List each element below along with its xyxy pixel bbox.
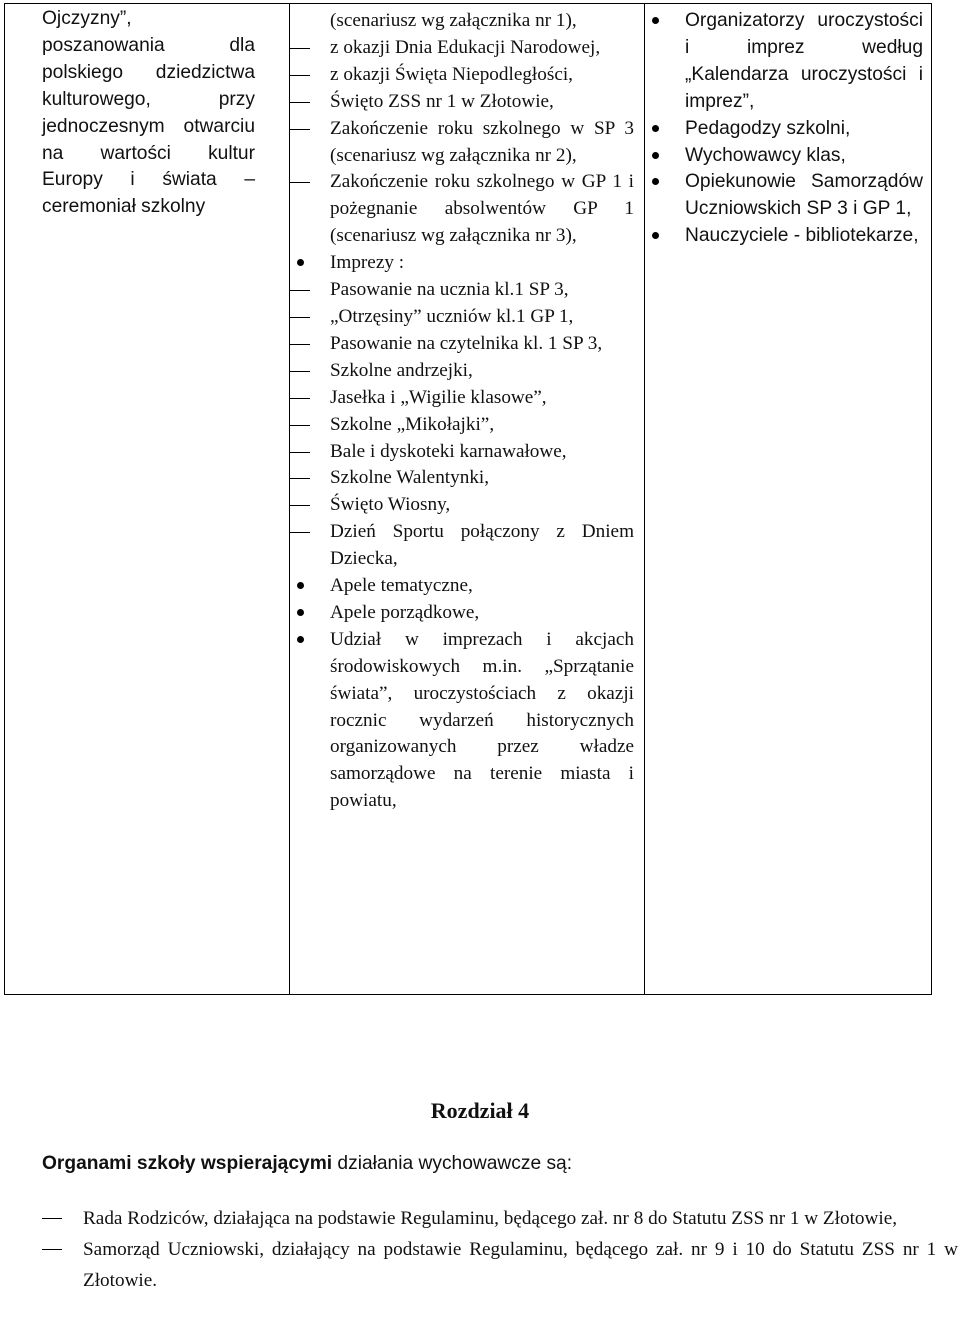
list-item <box>290 385 634 412</box>
list-item <box>290 331 634 358</box>
goal-text: Ojczyzny”, poszanowania dla polskiego dziedzictwa kulturowego, przy jednoczesnym otwarciu na wartości kultur Europy i świata – ceremoniał szkolny <box>42 8 255 218</box>
list-item-text: Imprezy : <box>330 252 405 274</box>
list-item-text: „Otrzęsiny” uczniów kl.1 GP 1, <box>330 305 574 327</box>
list-item-text: Jasełka i „Wigilie klasowe”, <box>330 386 547 408</box>
list-item <box>290 412 634 439</box>
list-item-text: (scenariusz wg załącznika nr 1), <box>330 10 577 31</box>
list-item-text: Pasowanie na ucznia kl.1 SP 3, <box>330 279 569 301</box>
dash-marker <box>42 1249 62 1250</box>
list-item-text: Dzień Sportu połączony z Dniem Dziecka, <box>330 521 634 570</box>
list-item <box>290 627 634 815</box>
list-item-text: Nauczyciele - bibliotekarze, <box>685 225 919 247</box>
intro-rest: działania wychowawcze są: <box>332 1153 573 1174</box>
dash-marker <box>290 344 310 345</box>
list-item <box>290 519 634 573</box>
list-item <box>645 223 923 250</box>
list-item-text: Bale i dyskoteki karnawałowe, <box>330 440 567 462</box>
list-item-text: Organizatorzy uroczystości i imprez według „Kalendarza uroczystości i imprez”, <box>685 10 923 112</box>
list-item-text: Udział w imprezach i akcjach środowiskowych m.in. „Sprzątanie świata”, uroczystościach z okazji rocznic wydarzeń historycznych organizowanych przez władze samorządowe na terenie miasta i powiatu, <box>330 628 634 812</box>
list-item <box>290 62 634 89</box>
dash-marker <box>290 452 310 453</box>
list-item <box>290 277 634 304</box>
list-item <box>645 116 923 143</box>
list-item <box>290 492 634 519</box>
bullet-marker <box>652 232 659 239</box>
list-item-text: Wychowawcy klas, <box>685 144 846 166</box>
list-item-text: z okazji Święta Niepodległości, <box>330 63 573 85</box>
list-item <box>645 143 923 170</box>
dash-marker <box>290 532 310 533</box>
chapter-intro <box>42 1153 572 1175</box>
list-item-text: Rada Rodziców, działająca na podstawie Regulaminu, będącego zał. nr 8 do Statutu ZSS nr 1 w Złotowie, <box>83 1208 898 1229</box>
list-item <box>42 1203 958 1234</box>
table-col-goal <box>5 4 290 994</box>
dash-marker <box>290 371 310 372</box>
dash-marker <box>290 182 310 183</box>
bullet-marker <box>652 125 659 132</box>
list-item-text: Apele porządkowe, <box>330 601 480 623</box>
list-item <box>290 573 634 600</box>
list-item-text: z okazji Dnia Edukacji Narodowej, <box>330 36 601 58</box>
list-item <box>290 439 634 466</box>
list-item-text: Zakończenie roku szkolnego w GP 1 i pożegnanie absolwentów GP 1 (scenariusz wg załącznika nr 3), <box>330 171 634 247</box>
responsible-list <box>645 8 923 250</box>
list-item-text: Opiekunowie Samorządów Uczniowskich SP 3 i GP 1, <box>685 171 923 220</box>
dash-marker <box>290 290 310 291</box>
forms-list <box>290 8 634 815</box>
dash-marker <box>290 478 310 479</box>
list-item <box>290 116 634 170</box>
chapter-title: Rozdział 4 <box>430 1098 530 1123</box>
list-item <box>290 35 634 62</box>
dash-marker <box>290 398 310 399</box>
bullet-marker <box>652 178 659 185</box>
bullet-marker <box>297 609 304 616</box>
list-item <box>290 8 634 35</box>
intro-bold: Organami szkoły wspierającymi <box>42 1153 333 1174</box>
list-item-text: Pedagodzy szkolni, <box>685 117 851 139</box>
list-item <box>290 304 634 331</box>
list-item <box>290 169 634 250</box>
list-item-text: Święto ZSS nr 1 w Złotowie, <box>330 90 554 112</box>
list-item-text: Zakończenie roku szkolnego w SP 3 (scenariusz wg załącznika nr 2), <box>330 117 634 166</box>
dash-marker <box>290 48 310 49</box>
list-item <box>42 1234 958 1296</box>
organs-list <box>42 1203 958 1296</box>
list-item-text: Samorząd Uczniowski, działający na podstawie Regulaminu, będącego zał. nr 9 i 10 do Statutu ZSS nr 1 w Złotowie. <box>83 1239 958 1291</box>
bullet-marker <box>297 636 304 643</box>
list-item-text: Szkolne „Mikołajki”, <box>330 413 495 435</box>
list-item <box>290 465 634 492</box>
table-col-responsible <box>645 4 931 994</box>
dash-marker <box>290 129 310 130</box>
list-item-text: Święto Wiosny, <box>330 494 451 516</box>
dash-marker <box>290 102 310 103</box>
table-col-forms <box>290 4 645 994</box>
bullet-marker <box>297 259 304 266</box>
activities-table <box>4 3 932 995</box>
dash-marker <box>290 425 310 426</box>
list-item-text: Apele tematyczne, <box>330 575 473 597</box>
bullet-marker <box>297 582 304 589</box>
list-item <box>290 358 634 385</box>
bullet-marker <box>652 152 659 159</box>
list-item <box>645 8 923 116</box>
list-item-text: Szkolne Walentynki, <box>330 467 490 489</box>
dash-marker <box>290 75 310 76</box>
dash-marker <box>42 1218 62 1219</box>
list-item <box>290 250 634 277</box>
list-item-text: Szkolne andrzejki, <box>330 359 473 381</box>
list-item <box>645 169 923 223</box>
list-item <box>290 89 634 116</box>
dash-marker <box>290 505 310 506</box>
list-item-text: Pasowanie na czytelnika kl. 1 SP 3, <box>330 332 603 354</box>
dash-marker <box>290 317 310 318</box>
list-item <box>290 600 634 627</box>
bullet-marker <box>652 17 659 24</box>
